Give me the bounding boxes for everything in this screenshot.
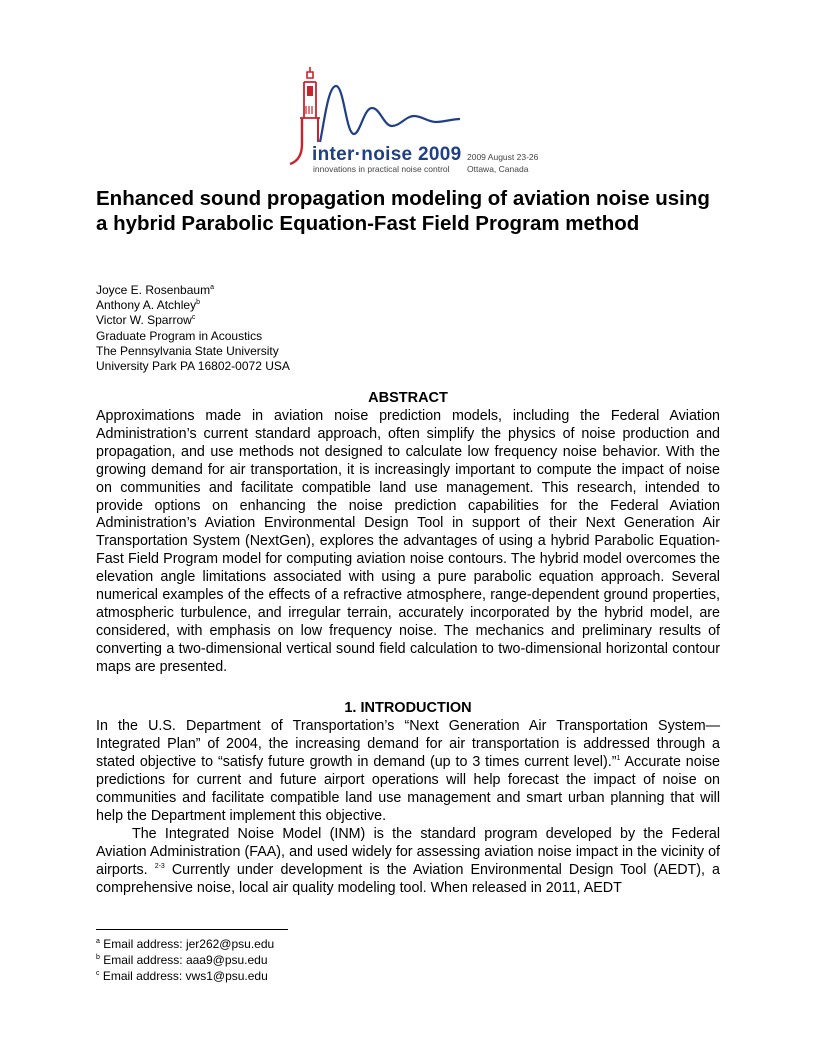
- footnote: $^a$ Email address: jer262@psu.edu: [96, 937, 275, 951]
- affiliation-line: Graduate Program in Acoustics: [96, 328, 263, 343]
- intro-paragraph-2: The Integrated Noise Model (INM) is the standard program developed by the Federal Aviation Administration (FAA), and used widely for assessing aviation noise impact in the vicinity of airports. $^{2-3}$ Currently under development is the Aviation Environmental Design Tool (AEDT), a comprehensive noise, local air quality modeling tool. When released in 2011, AEDT: [96, 826, 720, 896]
- footnote-rule: [96, 929, 288, 930]
- logo-tagline: innovations in practical noise control: [313, 164, 450, 174]
- abstract-text: Approximations made in aviation noise prediction models, including the Federal Aviation Administration’s current standard approach, often simplify the physics of noise production and propagation, and use methods not designed to calculate low frequency noise behavior. With the growing demand for air transportation, it is increasingly important to compute the impact of noise on communities and facilitate compatible land use management. This research, intended to provide options on enhancing the noise prediction capabilities for the Federal Aviation Administration’s Aviation Environmental Design Tool in support of their Next Generation Air Transportation System (NextGen), explores the advantages of using a hybrid Parabolic Equation-Fast Field Program model for computing aviation noise contours. The hybrid model overcomes the elevation angle limitations associated with using a pure parabolic equation approach. Several numerical examples of the effects of a refractive atmosphere, range-dependent ground properties, atmospheric turbulence, and irregular terrain, accurately incorporated by the hybrid model, are considered, with emphasis on low frequency noise. The mechanics and preliminary results of converting a two-dimensional vertical sound field calculation to two-dimensional horizontal contour maps are presented.: [96, 408, 720, 675]
- intro-paragraph-1: In the U.S. Department of Transportation’s “Next Generation Air Transportation System—Integrated Plan” of 2004, the increasing demand for air transportation is addressed through a stated objective to “satisfy future growth in demand (up to 3 times current level).”$^1$ Accurate noise predictions for current and future airport operations will help forecast the impact of noise on communities and facilitate compatible land use management and smart urban planning that will help the Department implement this objective.: [96, 718, 720, 824]
- author: Victor W. Sparrow$^c$: [96, 313, 196, 328]
- logo-date: 2009 August 23-26: [467, 152, 539, 162]
- affiliation-line: University Park PA 16802-0072 USA: [96, 359, 290, 374]
- author: Anthony A. Atchley$^b$: [96, 298, 200, 313]
- abstract-heading: ABSTRACT: [368, 390, 448, 406]
- footnote: $^c$ Email address: vws1@psu.edu: [96, 969, 268, 983]
- conference-logo: [280, 64, 570, 176]
- author-block: [96, 283, 496, 374]
- logo-place: Ottawa, Canada: [467, 164, 529, 174]
- affiliation-line: The Pennsylvania State University: [96, 343, 279, 358]
- footnotes: [96, 936, 274, 984]
- paper-title: Enhanced sound propagation modeling of aviation noise using a hybrid Parabolic Equation-Fast Field Program method: [96, 187, 710, 235]
- author: Joyce E. Rosenbaum$^a$: [96, 283, 214, 297]
- introduction-heading: 1. INTRODUCTION: [344, 700, 472, 716]
- logo-name: inter·noise 2009: [312, 144, 462, 165]
- wave-graphic: [320, 86, 460, 142]
- footnote: $^b$ Email address: aaa9@psu.edu: [96, 953, 268, 967]
